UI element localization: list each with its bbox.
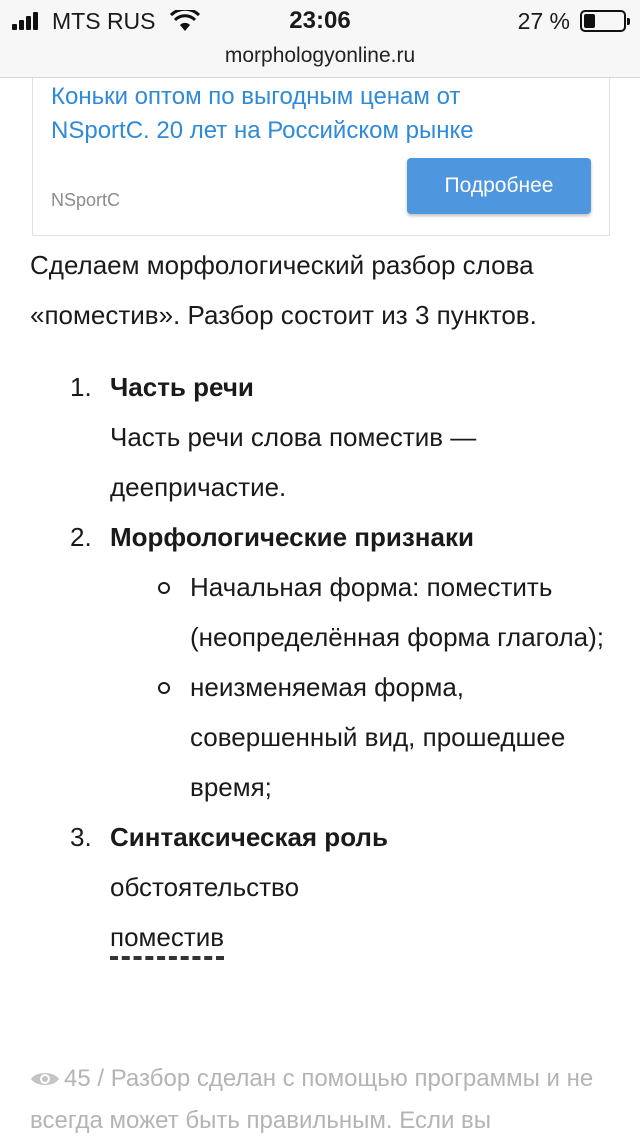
address-bar-url[interactable]: morphologyonline.ru — [224, 44, 416, 67]
list-item-syntax — [30, 812, 620, 962]
battery-percent: 27 % — [517, 8, 570, 34]
battery-icon — [580, 10, 626, 32]
list-item-part-of-speech — [30, 362, 620, 512]
article-footer — [30, 1058, 620, 1142]
ad-banner[interactable] — [32, 78, 610, 236]
bullet-item — [110, 662, 620, 812]
bullet-text: неизменяемая форма, совершенный вид, прошедшее время; — [190, 672, 566, 802]
footer-note: / Разбор сделан с помощью программы и не всегда может быть правильным. Если вы — [30, 1065, 594, 1134]
list-number: 2. — [70, 522, 92, 552]
browser-top-bar — [0, 0, 640, 78]
list-item-morphology — [30, 512, 620, 812]
section-heading: Синтаксическая роль — [110, 822, 388, 852]
view-count: 45 — [64, 1065, 91, 1092]
bullet-circle-icon — [158, 582, 170, 594]
ad-title-link[interactable]: Коньки оптом по выгодным ценам от NSportC. 20 лет на Российском рынке — [51, 83, 474, 144]
section-heading: Часть речи — [110, 372, 254, 402]
list-number: 1. — [70, 372, 92, 402]
list-number: 3. — [70, 822, 92, 852]
bullet-circle-icon — [158, 682, 170, 694]
section-text: обстоятельство — [110, 872, 300, 902]
section-heading: Морфологические признаки — [110, 522, 474, 552]
article-intro: Сделаем морфологический разбор слова «поместив». Разбор состоит из 3 пунктов. — [30, 250, 537, 330]
section-text: Часть речи слова поместив — деепричастие. — [110, 422, 477, 502]
bullet-item — [110, 562, 620, 662]
underlined-example-word: поместив — [110, 920, 224, 960]
clock: 23:06 — [289, 7, 351, 34]
eye-icon — [30, 1069, 60, 1089]
ad-details-button[interactable]: Подробнее — [407, 158, 591, 214]
article-content — [30, 240, 620, 962]
ad-source: NSportC — [51, 190, 121, 210]
status-bar — [0, 0, 640, 40]
carrier-name: MTS RUS — [52, 8, 156, 34]
bullet-text: Начальная форма: поместить (неопределённая форма глагола); — [190, 572, 604, 652]
